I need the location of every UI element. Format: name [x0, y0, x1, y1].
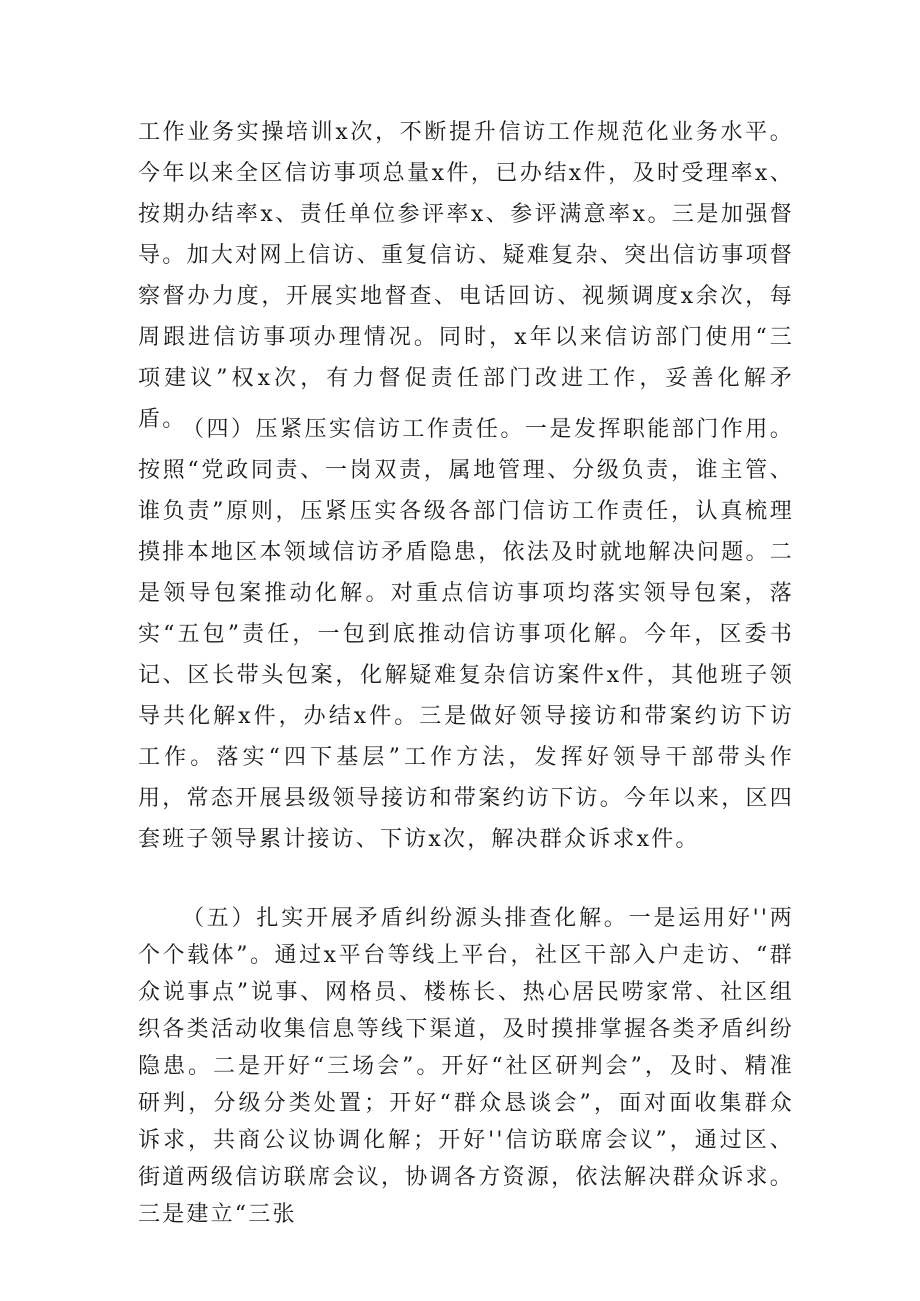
paragraph-1: 工作业务实操培训x次，不断提升信访工作规范化业务水平。今年以来全区信访事项总量x件，已办结x件，及时受理率x、按期办结率x、责任单位参评率x、参评满意率x。三是加强督导。加大对网上信访、重复信访、疑难复杂、突出信访事项督察督办力度，开展实地督查、电话回访、视频调度x余次，每周跟进信访事项办理情况。同时，x年以来信访部门使用“三项建议”权x次，有力督促责任部门改进工作，妥善化解矛盾。	[138, 120, 794, 432]
paragraph-3: （五）扎实开展矛盾纠纷源头排查化解。一是运用好''两个个载体”。通过x平台等线上平台，社区干部入户走访、“群众说事点”说事、网格员、楼栋长、热心居民唠家常、社区组织各类活动收集信息等线下渠道，及时摸排掌握各类矛盾纠纷隐患。二是开好“三场会”。开好“社区研判会”，及时、精准研判，分级分类处置；开好“群众恳谈会”，面对面收集群众诉求，共商公议协调化解；开好''信访联席会议”，通过区、街道两级信访联席会议，协调各方资源，依法解决群众诉求。三是建立“三张	[138, 906, 794, 1227]
paragraph-2: （四）压紧压实信访工作责任。一是发挥职能部门作用。按照“党政同责、一岗双责，属地管理、分级负责，谁主管、谁负责”原则，压紧压实各级各部门信访工作责任，认真梳理摸排本地区本领域信访矛盾隐患，依法及时就地解决问题。二是领导包案推动化解。对重点信访事项均落实领导包案，落实“五包”责任，一包到底推动信访事项化解。今年，区委书记、区长带头包案，化解疑难复杂信访案件x件，其他班子领导共化解x件，办结x件。三是做好领导接访和带案约访下访工作。落实“四下基层”工作方法，发挥好领导干部带头作用，常态开展县级领导接访和带案约访下访。今年以来，区四套班子领导累计接访、下访x次，解决群众诉求x件。	[138, 417, 794, 852]
